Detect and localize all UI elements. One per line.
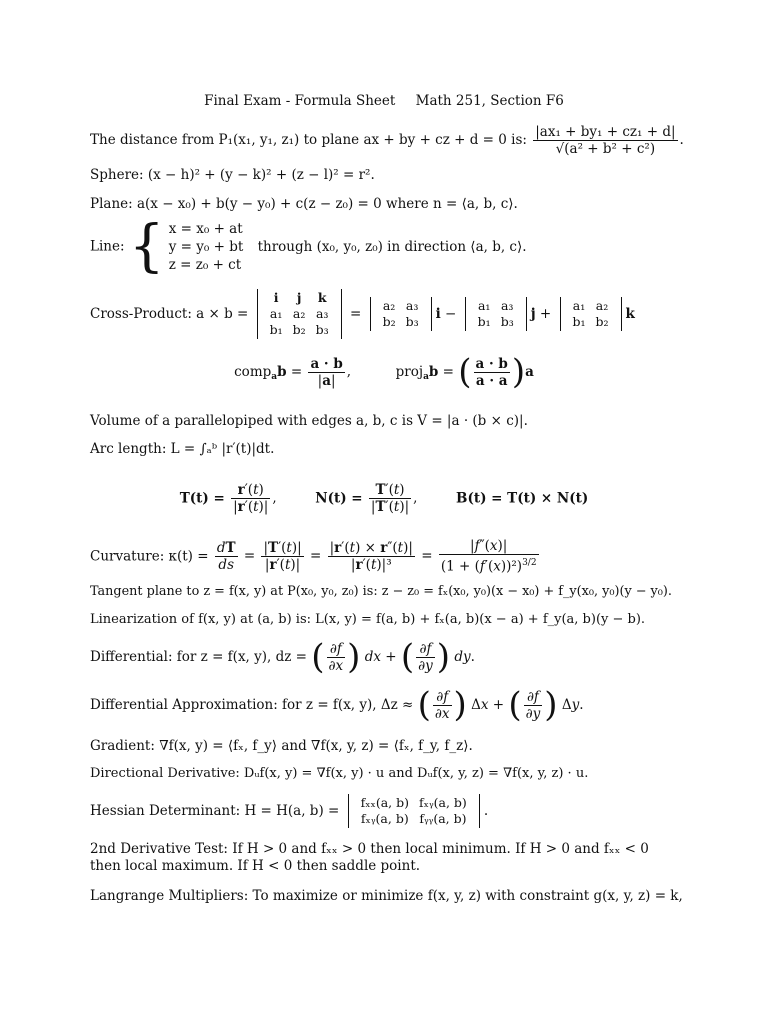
minor-i bbox=[370, 297, 432, 331]
title-left: Final Exam - Formula Sheet bbox=[204, 93, 396, 109]
cross-label: Cross-Product: a × b = bbox=[90, 306, 249, 322]
cross-determinant-3x3 bbox=[257, 289, 342, 339]
left-brace-icon: { bbox=[128, 214, 165, 279]
linearization-formula: Linearization of f(x, y) at (a, b) is: L(x, y) = f(a, b) + fₓ(a, b)(x − a) + f_y(a, b)(y − b). bbox=[90, 612, 646, 627]
cell: fᵧᵧ(a, b) bbox=[419, 811, 467, 826]
distance-numerator: |ax₁ + by₁ + cz₁ + d| bbox=[535, 124, 676, 140]
second-derivative-test: 2nd Derivative Test: If H > 0 and fₓₓ > 0 then local minimum. If H > 0 and fₓₓ < 0 then local maximum. If H < 0 then saddle point. bbox=[90, 841, 649, 874]
cell: a₂ bbox=[292, 306, 306, 321]
cell: b₃ bbox=[405, 314, 419, 329]
cross-product-formula: Cross-Product: a × b = i j k a₁ a₂ a₃ b₁ b₂ b₃ = a₂ a₃ b₂ b₃ i − a₁ a₃ b₁ b₃ j + a₁ a₂ b₁ b₂ k bbox=[90, 290, 635, 337]
distance-denominator: √(a² + b² + c²) bbox=[555, 141, 656, 157]
line-eq-z: z = z₀ + ct bbox=[168, 257, 242, 273]
comp-proj-formula: comp$_a$b = $\frac{a \cdot b}{|a|}$ , proj$_a$b = ( $\frac{a \cdot b}{a \cdot a}$ )a bbox=[234, 352, 534, 392]
cell: b₃ bbox=[500, 314, 514, 329]
cell: j bbox=[296, 290, 302, 305]
curvature-formula: Curvature: κ(t) = $\frac{dT}{ds}$ = $\frac{|T'(t)|}{|r'(t)|}$ = $\frac{|r'(t) \times r''(t)|}{\text{|r′(t)|³}}$ = $\frac{|f''(x)|}{(1 + (f'(x))^2)^{3/2}}$ bbox=[90, 538, 537, 575]
differential-approximation-formula: Differential Approximation: for z = f(x, y), Δz ≈ ( $\frac{\partial f}{\partial x}$ ) Δx + ( $\frac{\partial f}{\partial y}$ ) Δy. bbox=[90, 685, 584, 725]
distance-prefix: The distance from P₁(x₁, y₁, z₁) to plane ax + by + cz + d = 0 is: bbox=[90, 132, 527, 148]
minor-k bbox=[560, 297, 622, 331]
line-eq-x: x = x₀ + at bbox=[168, 221, 243, 237]
cell: a₁ bbox=[269, 306, 283, 321]
line-formula bbox=[90, 214, 527, 279]
cell: a₃ bbox=[315, 306, 329, 321]
cell: b₂ bbox=[292, 322, 306, 337]
cell: a₂ bbox=[595, 298, 609, 313]
differential-formula: Differential: for z = f(x, y), dz = ( $\frac{\partial f}{\partial x}$ ) dx + ( $\frac{\partial f}{\partial y}$ ) dy. bbox=[90, 637, 475, 677]
binormal-vector: B(t) = T(t) × N(t) bbox=[456, 490, 589, 507]
hessian-matrix bbox=[348, 794, 480, 828]
cell: b₃ bbox=[315, 322, 329, 337]
line-label: Line: bbox=[90, 238, 125, 255]
tnb-formulas: T(t) = $\frac{r'(t)}{|r'(t)|}$ , N(t) = $\frac{T'(t)}{|T'(t)|}$ , B(t) = T(t) × N(t) bbox=[179, 482, 589, 515]
tangent-vector-label: T(t) = bbox=[179, 490, 225, 507]
minor-j bbox=[465, 297, 527, 331]
title-right: Math 251, Section F6 bbox=[415, 93, 564, 109]
cell: a₃ bbox=[405, 298, 419, 313]
plane-formula: Plane: a(x − x₀) + b(y − y₀) + c(z − z₀) = 0 where n = ⟨a, b, c⟩. bbox=[90, 196, 518, 212]
line-equations bbox=[169, 220, 244, 274]
arc-length-formula: Arc length: L = ∫ₐᵇ |r′(t)|dt. bbox=[90, 441, 275, 457]
hessian-label: Hessian Determinant: H = H(a, b) = bbox=[90, 803, 340, 819]
normal-vector-label: N(t) = bbox=[315, 490, 363, 507]
cell: b₂ bbox=[595, 314, 609, 329]
cell: i bbox=[273, 290, 279, 305]
cell: fₓᵧ(a, b) bbox=[360, 811, 409, 826]
differential-label: Differential: for z = f(x, y), dz = bbox=[90, 649, 307, 665]
volume-formula: Volume of a parallelopiped with edges a, b, c is V = |a · (b × c)|. bbox=[90, 413, 528, 429]
curvature-label: Curvature: κ(t) = bbox=[90, 548, 209, 565]
cell: a₁ bbox=[477, 298, 491, 313]
cell: a₃ bbox=[500, 298, 514, 313]
cell: a₁ bbox=[572, 298, 586, 313]
cell: b₁ bbox=[477, 314, 491, 329]
proj-label: proj bbox=[395, 364, 424, 380]
tangent-plane-formula: Tangent plane to z = f(x, y) at P(x₀, y₀, z₀) is: z − z₀ = fₓ(x₀, y₀)(x − x₀) + f_y(x₀, y₀)(y − y₀). bbox=[90, 584, 672, 599]
cell: a₂ bbox=[382, 298, 396, 313]
directional-derivative-formula: Directional Derivative: Dᵤf(x, y) = ∇f(x, y) · u and Dᵤf(x, y, z) = ∇f(x, y, z) · u. bbox=[90, 766, 589, 781]
distance-fraction bbox=[533, 124, 677, 157]
cell: k bbox=[317, 290, 327, 305]
lagrange-multipliers: Langrange Multipliers: To maximize or minimize f(x, y, z) with constraint g(x, y, z) = k, bbox=[90, 888, 683, 904]
cell: b₂ bbox=[382, 314, 396, 329]
cell: b₁ bbox=[269, 322, 283, 337]
cell: fₓₓ(a, b) bbox=[360, 795, 410, 810]
gradient-formula: Gradient: ∇f(x, y) = ⟨fₓ, f_y⟩ and ∇f(x, y, z) = ⟨fₓ, f_y, f_z⟩. bbox=[90, 738, 473, 754]
cell: b₁ bbox=[572, 314, 586, 329]
comp-label: comp bbox=[234, 364, 272, 380]
line-tail: through (x₀, y₀, z₀) in direction ⟨a, b, c⟩. bbox=[257, 238, 527, 255]
page-title bbox=[0, 93, 768, 109]
cell: fₓᵧ(a, b) bbox=[419, 795, 467, 810]
diffapprox-label: Differential Approximation: for z = f(x, y), Δz ≈ bbox=[90, 697, 414, 713]
hessian-formula: Hessian Determinant: H = H(a, b) = fₓₓ(a, b) fₓᵧ(a, b) fₓᵧ(a, b) fᵧᵧ(a, b) . bbox=[90, 795, 489, 826]
sphere-formula: Sphere: (x − h)² + (y − k)² + (z − l)² = r². bbox=[90, 167, 375, 183]
distance-formula: The distance from P₁(x₁, y₁, z₁) to plane ax + by + cz + d = 0 is: $\frac{\text{|ax₁ + by₁ + cz₁ + d|}}{\text{√(a² + b² + c²)}}$ . bbox=[90, 124, 684, 157]
line-eq-y: y = y₀ + bt bbox=[168, 239, 244, 255]
